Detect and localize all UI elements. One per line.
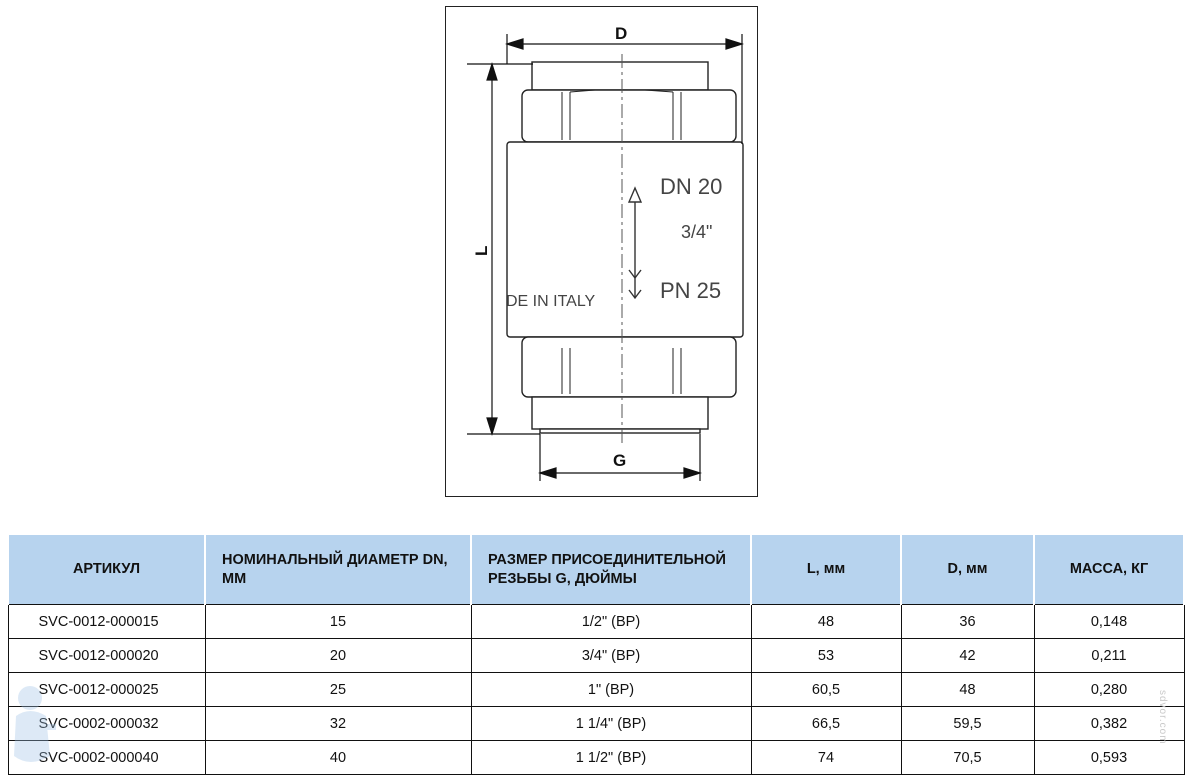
header-mass: МАССА, КГ	[1034, 535, 1184, 605]
cell-thread: 1" (ВР)	[471, 673, 751, 707]
cell-length: 66,5	[751, 707, 901, 741]
cell-mass: 0,593	[1034, 741, 1184, 775]
cell-mass: 0,382	[1034, 707, 1184, 741]
cell-mass: 0,148	[1034, 605, 1184, 639]
cell-dn: 15	[205, 605, 471, 639]
cell-mass: 0,280	[1034, 673, 1184, 707]
header-thread-size: РАЗМЕР ПРИСОЕДИНИТЕЛЬНОЙ РЕЗЬБЫ G, ДЮЙМЫ	[471, 535, 751, 605]
table-row	[8, 673, 1184, 707]
body-marking-origin: DE IN ITALY	[506, 293, 596, 310]
cell-article: SVC-0012-000015	[8, 605, 205, 639]
table-row	[8, 605, 1184, 639]
cell-mass: 0,211	[1034, 639, 1184, 673]
watermark-side-text: sdvor.com	[1157, 690, 1168, 745]
dim-label-l: L	[472, 245, 491, 256]
cell-thread: 3/4" (ВР)	[471, 639, 751, 673]
cell-article: SVC-0012-000020	[8, 639, 205, 673]
table-row	[8, 639, 1184, 673]
dim-label-g: G	[613, 451, 627, 470]
cell-dn: 20	[205, 639, 471, 673]
table-header-row	[8, 535, 1184, 605]
valve-body	[507, 62, 743, 433]
cell-length: 60,5	[751, 673, 901, 707]
cell-dn: 40	[205, 741, 471, 775]
dim-label-d: D	[615, 24, 628, 43]
body-marking-pn: PN 25	[660, 278, 722, 303]
body-marking-thread: 3/4"	[681, 222, 713, 242]
cell-thread: 1 1/2" (ВР)	[471, 741, 751, 775]
cell-diameter: 59,5	[901, 707, 1034, 741]
cell-dn: 32	[205, 707, 471, 741]
table-row	[8, 741, 1184, 775]
cell-length: 48	[751, 605, 901, 639]
watermark-mascot-icon	[6, 676, 60, 776]
header-article: АРТИКУЛ	[8, 535, 205, 605]
cell-thread: 1 1/4" (ВР)	[471, 707, 751, 741]
cell-diameter: 42	[901, 639, 1034, 673]
cell-thread: 1/2" (ВР)	[471, 605, 751, 639]
cell-length: 53	[751, 639, 901, 673]
cell-length: 74	[751, 741, 901, 775]
specs-table	[7, 535, 1185, 775]
table-row	[8, 707, 1184, 741]
header-nominal-diameter: НОМИНАЛЬНЫЙ ДИАМЕТР DN, ММ	[205, 535, 471, 605]
cell-article: SVC-0002-000032	[8, 707, 205, 741]
header-diameter: D, мм	[901, 535, 1034, 605]
valve-drawing	[445, 6, 758, 497]
cell-article: SVC-0002-000040	[8, 741, 205, 775]
cell-dn: 25	[205, 673, 471, 707]
header-length: L, мм	[751, 535, 901, 605]
cell-diameter: 36	[901, 605, 1034, 639]
cell-diameter: 48	[901, 673, 1034, 707]
cell-article: SVC-0012-000025	[8, 673, 205, 707]
cell-diameter: 70,5	[901, 741, 1034, 775]
body-marking-dn: DN 20	[660, 174, 723, 199]
